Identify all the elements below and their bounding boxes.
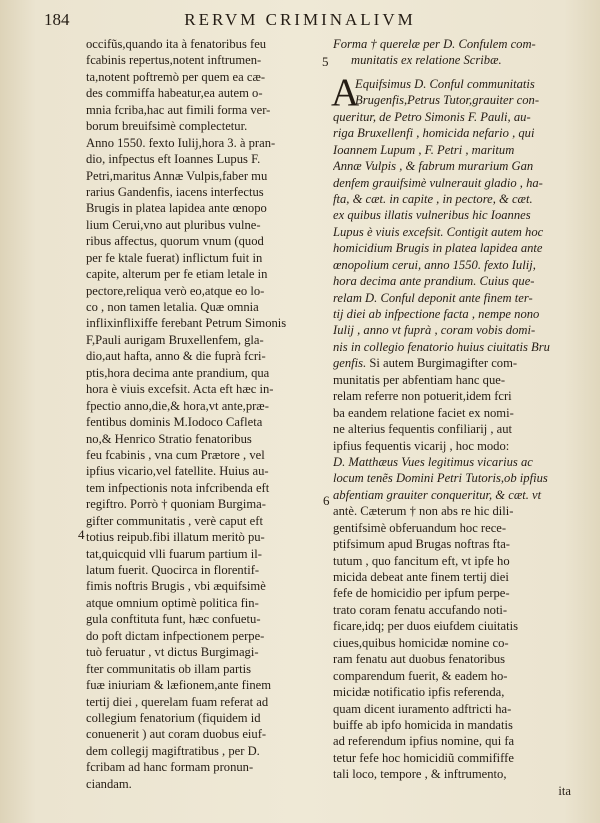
- text-line: Equifsimus D. Conful communitatis: [355, 76, 535, 91]
- text-line: do poft dictam infpectionem perpe-: [86, 628, 265, 643]
- text-line: pectore,reliqua verò eo,atque eo lo-: [86, 283, 265, 298]
- italic-complaint-block: [331, 70, 571, 372]
- text-line: fimis noftris Brugis , vbi æquifsimè: [86, 579, 266, 594]
- margin-note-6: 6: [323, 493, 330, 508]
- text-line: regiftro. Porrò † quoniam Burgima-: [86, 497, 266, 512]
- text-line: mnia fcriba,hac aut fimili forma ver-: [86, 102, 271, 117]
- text-line: hora è viuis excefsit. Acta eft hæc in-: [86, 382, 274, 397]
- text-line: ptifsimum apud Brugas noftras fta-: [333, 537, 510, 552]
- text-line: ciandam.: [86, 776, 132, 791]
- text-line: Petri,maritus Annæ Vulpis,faber mu: [86, 168, 268, 183]
- section-heading: [333, 36, 571, 69]
- text-line: homicidium Brugis in platea lapidea ante: [333, 241, 543, 256]
- margin-note-4: 4: [78, 527, 85, 542]
- text-line: tij diei ab infpectione facta , nempe nono: [333, 307, 540, 321]
- text-line: gentifsimè obferuandum hoc rece-: [333, 520, 507, 535]
- text-line: lium Cerui,vno aut pluribus vulne-: [86, 217, 261, 232]
- text-line: fter communitatis ob illam partis: [86, 661, 252, 676]
- text-line: Ioannem Lupum , F. Petri , maritum: [333, 142, 515, 157]
- text-line: denfem grauifsimè vulnerauit gladio , ha-: [333, 175, 543, 190]
- text-line: queritur, de Petro Simonis F. Pauli, au-: [333, 109, 531, 124]
- text-line: fentibus dominis M.Iodoco Cafleta: [86, 415, 263, 430]
- text-line: Annæ Vulpis , & fabrum murarium Gan: [333, 159, 534, 174]
- text-line: ex quibus illatis vulneribus hic Ioannes: [333, 208, 531, 223]
- text-line: ta,notent poftremò per quem ea cæ-: [86, 69, 266, 84]
- heading-line: munitatis ex relatione Scribæ.: [351, 53, 502, 68]
- text-line: micidæ notificatio ipfis referenda,: [333, 685, 505, 700]
- text-line: gula conftituta funt, hæc confuetu-: [86, 612, 261, 627]
- text-line: dio, infpectus eft Ioannes Lupus F.: [86, 152, 261, 167]
- text-line: tat,quicquid vlli fuarum partium il-: [86, 546, 262, 561]
- text-line: comparendum fuerit, & eadem ho-: [333, 668, 508, 683]
- text-line: Lupus è viuis excefsit. Contigit autem hoc: [333, 224, 544, 239]
- text-line: tem infpectionis nota infcribenda eft: [86, 480, 270, 495]
- text-line: tali loco, tempore , & inftrumento,: [333, 767, 507, 782]
- body-paragraph: [333, 372, 571, 799]
- text-line: quam dicent iuramento adftricti ha-: [333, 701, 512, 716]
- text-line: fcabinis repertus,notent inftrumen-: [86, 53, 262, 68]
- text-line: relam referre non potuerit,idem fcri: [333, 389, 512, 404]
- text-line: conuenerit ) aut coram duobus eiuf-: [86, 727, 267, 742]
- margin-note-5: 5: [322, 54, 329, 69]
- text-line: Iulij , anno vt fuprà , coram vobis domi-: [333, 323, 536, 338]
- text-line: tuò feruatur , vt dictus Burgimagi-: [86, 645, 259, 660]
- text-line: latum fuerit. Quocirca in florentif-: [86, 563, 260, 577]
- text-line: dem collegij magiftratibus , per D.: [86, 743, 260, 758]
- text-line: fcribam ad hanc formam pronun-: [86, 760, 254, 775]
- text-line: per fe ktale fuerat) inflictum fuit in: [86, 250, 263, 265]
- text-line: fuæ iniuriam & læfionem,ante finem: [86, 678, 272, 693]
- text-line: relam D. Conful deponit ante finem ter-: [333, 290, 533, 305]
- text-line: ipfius vicario,vel fatellite. Huius au-: [86, 464, 269, 479]
- text-line: co , non tamen letalia. Quæ omnia: [86, 300, 259, 314]
- text-line: trato coram fenatu accufando noti-: [333, 602, 508, 617]
- text-line: antè. Cæterum † non abs re hic dili-: [333, 504, 514, 519]
- text-line: D. Matthæus Vues legitimus vicarius ac: [333, 454, 533, 469]
- text-line: ficare,idq; per duos eiufdem ciuitatis: [333, 619, 518, 634]
- text-line: Anno 1550. fexto Iulij,hora 3. à pran-: [86, 135, 276, 150]
- text-line: ba eandem relatione faciet ex nomi-: [333, 405, 514, 420]
- text-line: ipfius fequentis vicarij , hoc modo:: [333, 438, 510, 453]
- text-line: inflixinflixiffe ferebant Petrum Simonis: [86, 316, 287, 331]
- text-line: nis in collegio fenatorio huius ciuitatis Bru: [333, 339, 550, 354]
- text-line: tertij diei , querelam fuam referat ad: [86, 694, 269, 709]
- left-column: [86, 36, 322, 792]
- text-line: munitatis per abfentiam hanc que-: [333, 372, 506, 387]
- text-line: borum breuifsimè complectetur.: [86, 119, 248, 134]
- page-number: 184: [44, 10, 70, 29]
- text-line: rarius Gandenfis, iacens interfectus: [86, 184, 264, 199]
- text-line: [333, 355, 571, 371]
- text-line: Brugenfis,Petrus Tutor,grauiter con-: [355, 93, 540, 108]
- text-line: collegium fenatorium (fiquidem id: [86, 710, 261, 725]
- text-line: fpectio anno,die,& hora,vt ante,præ-: [86, 398, 269, 413]
- heading-line: Forma † querelæ per D. Confulem com-: [333, 37, 536, 51]
- text-line: Brugis in platea lapidea ante œnopo: [86, 201, 267, 216]
- page-header: [0, 8, 600, 34]
- text-line: abfentiam grauiter conqueritur, & cæt. vt: [333, 487, 542, 502]
- text-line: buiffe ab ipfo homicida in mandatis: [333, 717, 513, 732]
- text-line: ita: [558, 783, 571, 798]
- text-line: no,& Henrico Stratio fenatoribus: [86, 431, 252, 446]
- text-line: locum tenẽs Domini Petri Tutoris,ob ipfius: [333, 471, 548, 486]
- text-line: gifter communitatis , verè caput eft: [86, 513, 263, 528]
- text-line: dio,aut hafta, anno & die fuprà fcri-: [86, 349, 266, 364]
- text-line: Si autem Burgimagifter com-: [366, 356, 518, 371]
- text-line: occifũs,quando ita à fenatoribus feu: [86, 37, 267, 51]
- text-line: ne alterius fequentis confiliarij , aut: [333, 422, 513, 437]
- text-line: micida debeat ante finem tertij diei: [333, 570, 509, 584]
- running-title: RERVM CRIMINALIVM: [184, 10, 416, 29]
- dropcap-letter: A: [331, 70, 360, 114]
- text-line: capite, alterum per fe etiam letale in: [86, 267, 268, 282]
- text-line: atque omnium optimè politica fin-: [86, 595, 259, 610]
- text-line: des commiffa habeatur,ea autem o-: [86, 86, 263, 101]
- right-column: [333, 36, 571, 799]
- text-line: F,Pauli aurigam Bruxellenfem, gla-: [86, 332, 264, 347]
- text-line: fefe de homicidio per ipfum perpe-: [333, 586, 510, 601]
- text-line: totius reipub.fibi illatum meritò pu-: [86, 530, 265, 545]
- text-line: ad referendum ipfius nomine, qui fa: [333, 734, 515, 749]
- text-line: hora decima ante prandium. Cuius que-: [333, 274, 535, 289]
- text-fragment: genfis.: [333, 356, 367, 371]
- text-line: ram fenatu aut duobus fenatoribus: [333, 652, 506, 667]
- text-line: riga Bruxellenfi , homicida nefario , qui: [333, 126, 535, 141]
- text-line: ciues,quibus homicidæ nomine co-: [333, 635, 509, 650]
- text-line: ptis,hora decima ante prandium, qua: [86, 365, 270, 380]
- text-line: feu fcabinis , vna cum Prætore , vel: [86, 447, 265, 462]
- text-line: fta, & cæt. in capite , in pectore, & cæt.: [333, 191, 533, 206]
- dropcap-paragraph: [331, 70, 571, 372]
- text-line: ribus affectus, quorum vnum (quod: [86, 234, 264, 249]
- text-line: tetur fefe hoc homicidiũ commififfe: [333, 750, 514, 765]
- text-line: tutum , quo fancitum eft, vt ipfe ho: [333, 553, 510, 568]
- text-line: œnopolium cerui, anno 1550. fexto Iulij,: [333, 257, 536, 272]
